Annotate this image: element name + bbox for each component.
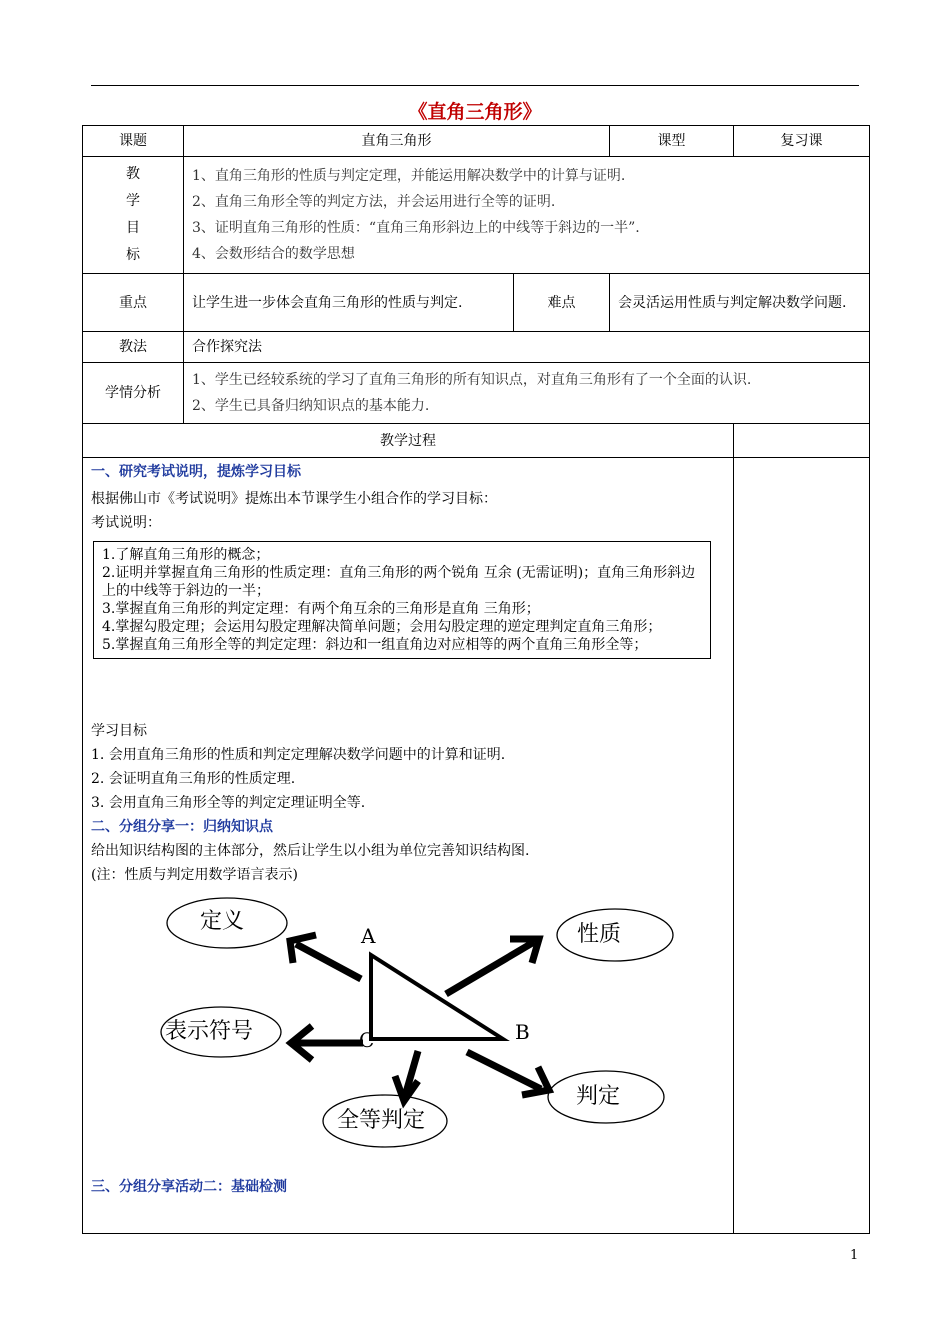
key-value: 让学生进一步体会直角三角形的性质与判定. xyxy=(184,274,514,332)
exam-item: 5.掌握直角三角形全等的判定定理：斜边和一组直角边对应相等的两个直角三角形全等； xyxy=(102,637,648,653)
right-triangle xyxy=(371,955,503,1039)
objectives-label-char: 学 xyxy=(126,193,140,209)
goal-item: 3. 会用直角三角形全等的判定定理证明全等. xyxy=(91,795,366,811)
objectives-label-char: 教 xyxy=(126,166,140,182)
analysis-content xyxy=(184,363,870,424)
objective-item: 4、会数形结合的数学思想 xyxy=(192,246,355,262)
analysis-item: 2、学生已具备归纳知识点的基本能力. xyxy=(192,398,430,414)
vertex-a: A xyxy=(361,924,376,948)
exam-item: 3.掌握直角三角形的判定定理：有两个角互余的三角形是直角 三角形； xyxy=(102,601,540,617)
exam-requirements-box xyxy=(93,541,711,659)
page-number: 1 xyxy=(850,1248,859,1263)
objective-item: 1、直角三角形的性质与判定定理，并能运用解决数学中的计算与证明. xyxy=(192,168,626,184)
section2-heading: 二、分组分享一：归纳知识点 xyxy=(91,819,273,835)
knowledge-structure-diagram xyxy=(91,889,731,1179)
exam-item: 4.掌握勾股定理；会运用勾股定理解决简单问题；会用勾股定理的逆定理判定直角三角形； xyxy=(102,619,662,635)
objective-item: 3、证明直角三角形的性质：“直角三角形斜边上的中线等于斜边的一半”. xyxy=(192,220,640,236)
node-property: 性质 xyxy=(577,922,622,947)
topic-value: 直角三角形 xyxy=(184,126,610,157)
process-notes-header xyxy=(734,424,870,458)
header-rule xyxy=(91,85,859,86)
difficulty-label: 难点 xyxy=(514,274,610,332)
topic-label: 课题 xyxy=(83,126,184,157)
analysis-label: 学情分析 xyxy=(83,363,184,424)
objectives-label xyxy=(83,157,184,274)
node-criterion: 判定 xyxy=(576,1084,621,1109)
section3-heading: 三、分组分享活动二：基础检测 xyxy=(91,1179,287,1195)
document-title: 《直角三角形》 xyxy=(408,101,542,123)
exam-item: 2.证明并掌握直角三角形的性质定理：直角三角形的两个锐角 互余 (无需证明)；直角三角形斜边上的中线等于斜边的一半； xyxy=(102,565,696,599)
objective-item: 2、直角三角形全等的判定方法，并会运用进行全等的证明. xyxy=(192,194,556,210)
objectives-content xyxy=(184,157,870,274)
arrow-to-criterion xyxy=(467,1052,541,1089)
vertex-c: C xyxy=(359,1028,375,1052)
vertex-b: B xyxy=(515,1020,530,1044)
process-label: 教学过程 xyxy=(83,424,734,458)
process-content xyxy=(83,458,734,1234)
type-label: 课型 xyxy=(610,126,734,157)
arrow-to-definition xyxy=(296,944,361,979)
section1-heading: 一、研究考试说明，提炼学习目标 xyxy=(91,464,301,480)
node-congruence: 全等判定 xyxy=(337,1108,426,1133)
exam-label: 考试说明： xyxy=(91,515,161,531)
analysis-item: 1、学生已经较系统的学习了直角三角形的所有知识点，对直角三角形有了一个全面的认识. xyxy=(192,372,752,388)
section2-intro: 给出知识结构图的主体部分，然后让学生以小组为单位完善知识结构图. xyxy=(91,843,530,859)
type-value: 复习课 xyxy=(734,126,870,157)
lesson-plan-table xyxy=(82,125,870,1234)
section2-note: (注：性质与判定用数学语言表示) xyxy=(91,867,298,883)
arrow-to-property xyxy=(446,942,534,994)
section1-intro: 根据佛山市《考试说明》提炼出本节课学生小组合作的学习目标： xyxy=(91,491,497,507)
objectives-label-char: 标 xyxy=(126,247,140,263)
key-label: 重点 xyxy=(83,274,184,332)
goal-item: 2. 会证明直角三角形的性质定理. xyxy=(91,771,296,787)
goals-label: 学习目标 xyxy=(91,723,147,739)
exam-item: 1.了解直角三角形的概念； xyxy=(102,547,270,563)
difficulty-value: 会灵活运用性质与判定解决数学问题. xyxy=(610,274,870,332)
process-notes-column xyxy=(734,458,870,1234)
goal-item: 1. 会用直角三角形的性质和判定定理解决数学问题中的计算和证明. xyxy=(91,747,506,763)
method-label: 教法 xyxy=(83,332,184,363)
method-value: 合作探究法 xyxy=(184,332,870,363)
node-notation: 表示符号 xyxy=(165,1019,254,1044)
objectives-label-char: 目 xyxy=(126,220,140,236)
node-definition: 定义 xyxy=(200,909,245,934)
